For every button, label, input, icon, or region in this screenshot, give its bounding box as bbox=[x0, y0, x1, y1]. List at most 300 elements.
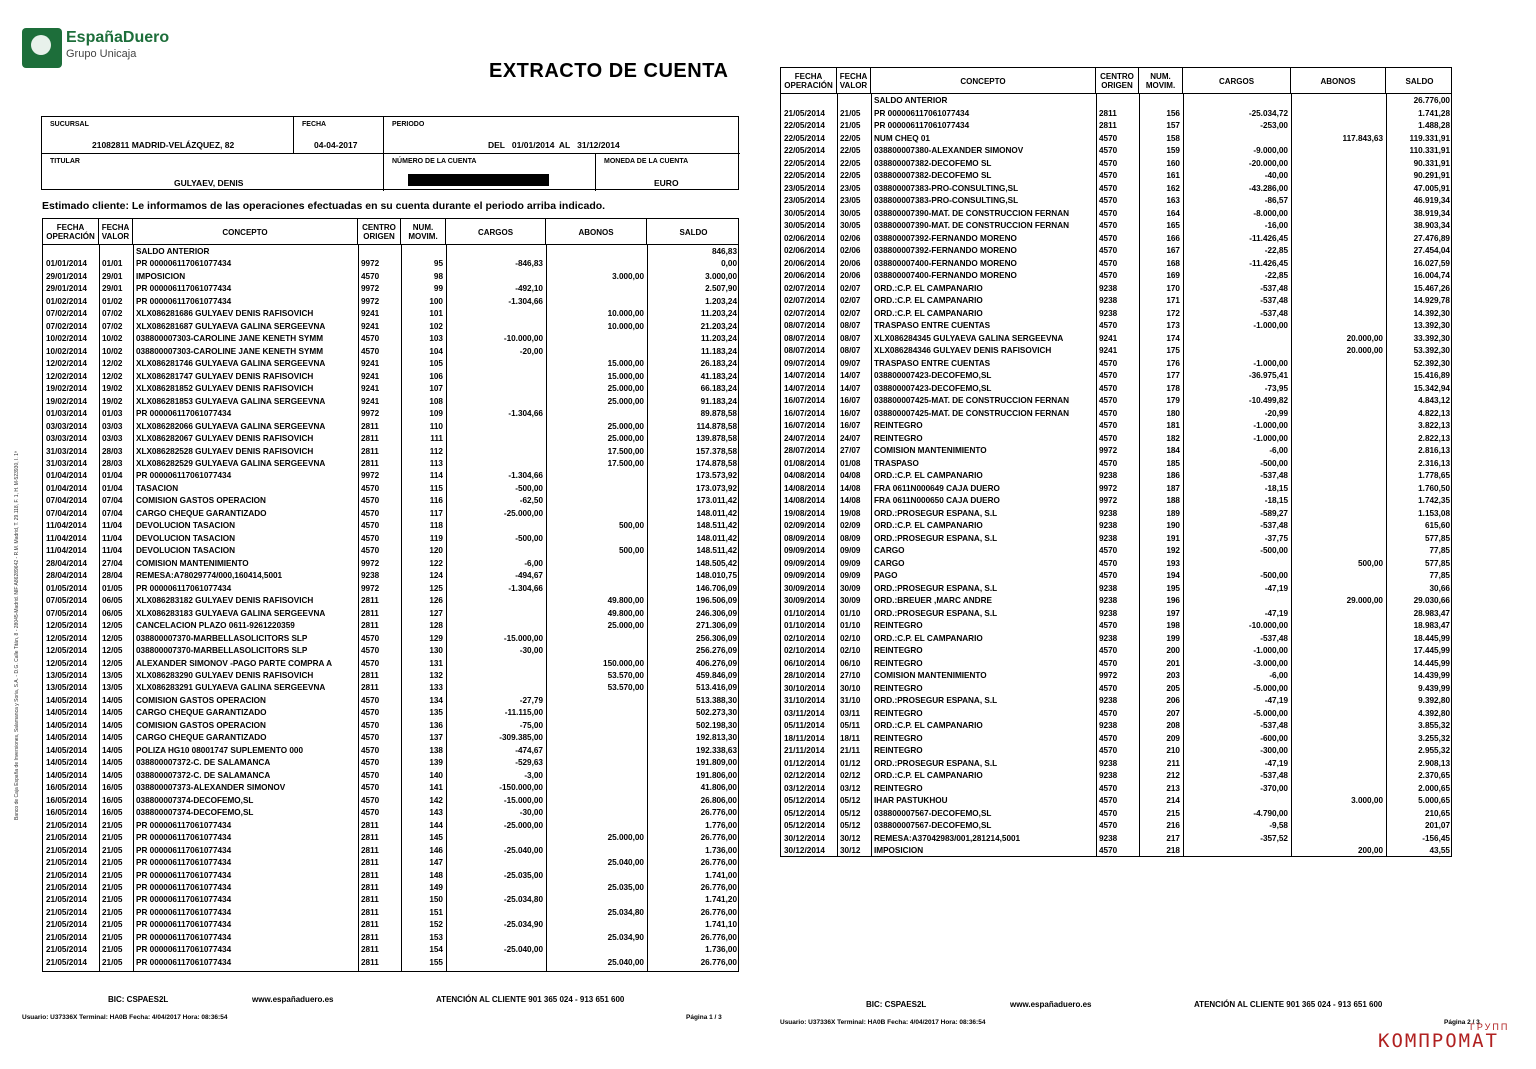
logo-subtitle: Grupo Unicaja bbox=[66, 48, 137, 60]
table-row bbox=[43, 483, 738, 495]
cell-abonos: 25.000,00 bbox=[607, 833, 644, 843]
cell-fecha_valor: 21/05 bbox=[102, 932, 123, 942]
column-header-concepto: CONCEPTO bbox=[133, 219, 358, 245]
cell-concepto: TASACION bbox=[136, 483, 179, 493]
cell-num: 173 bbox=[1166, 321, 1180, 330]
cell-centro: 9238 bbox=[1099, 833, 1118, 843]
cell-cargos: -3.000,00 bbox=[1253, 658, 1288, 668]
cell-fecha_op: 21/05/2014 bbox=[46, 945, 87, 955]
cell-saldo: 15.467,26 bbox=[1413, 283, 1450, 293]
watermark-top: ГРУПП bbox=[1470, 1022, 1510, 1032]
cell-fecha_op: 12/05/2014 bbox=[46, 621, 87, 631]
table-row bbox=[43, 346, 738, 358]
cell-num: 218 bbox=[1166, 846, 1180, 855]
cell-saldo: 1.776,00 bbox=[705, 820, 737, 830]
cell-centro: 4570 bbox=[361, 646, 380, 656]
cell-num: 205 bbox=[1166, 683, 1180, 693]
cell-fecha_valor: 16/05 bbox=[102, 783, 123, 793]
cell-centro: 4570 bbox=[1099, 171, 1118, 180]
cell-fecha_op: 01/04/2014 bbox=[46, 471, 87, 481]
cell-num: 169 bbox=[1166, 271, 1180, 280]
cell-concepto: CANCELACION PLAZO 0611-9261220359 bbox=[136, 621, 295, 631]
cell-num: 120 bbox=[429, 546, 443, 556]
table-row bbox=[43, 882, 738, 894]
table-row bbox=[781, 670, 1451, 682]
cell-centro: 9241 bbox=[1099, 346, 1118, 355]
cell-centro: 9241 bbox=[361, 309, 380, 319]
cell-fecha_valor: 12/02 bbox=[102, 371, 123, 381]
cell-fecha_op: 21/05/2014 bbox=[46, 870, 87, 880]
cell-fecha_valor: 16/05 bbox=[102, 808, 123, 818]
cell-fecha_valor: 08/09 bbox=[840, 533, 861, 543]
cell-saldo: 148.011,42 bbox=[696, 533, 737, 543]
cell-cargos: -11.115,00 bbox=[504, 708, 543, 718]
cell-saldo: 196.506,09 bbox=[696, 596, 737, 606]
table-row bbox=[43, 720, 738, 732]
cell-centro: 4570 bbox=[1099, 196, 1118, 205]
column-header-fecha_valor: FECHA VALOR bbox=[99, 219, 133, 245]
cell-concepto: 038800007390-MAT. DE CONSTRUCCION FERNAN bbox=[874, 221, 1070, 230]
cell-saldo: 173.573,92 bbox=[696, 471, 737, 481]
cell-fecha_op: 11/04/2014 bbox=[46, 533, 87, 543]
cell-centro: 2811 bbox=[1099, 108, 1117, 118]
cell-cargos: -10.000,00 bbox=[1248, 621, 1288, 630]
cell-saldo: 13.392,30 bbox=[1413, 321, 1450, 330]
footer-user-info: Usuario: U37336X Terminal: HA0B Fecha: 4/04/2017 Hora: 08:36:54 bbox=[22, 1014, 228, 1021]
sucursal-label: SUCURSAL bbox=[50, 121, 89, 128]
cell-fecha_valor: 05/12 bbox=[840, 821, 861, 830]
cell-saldo: 2.316,13 bbox=[1418, 458, 1450, 468]
cell-centro: 4570 bbox=[361, 770, 380, 780]
cell-fecha_op: 09/09/2014 bbox=[784, 558, 825, 568]
table-row bbox=[781, 758, 1451, 770]
cell-fecha_valor: 03/03 bbox=[102, 421, 123, 431]
table-row bbox=[781, 645, 1451, 657]
cell-fecha_op: 30/12/2014 bbox=[784, 833, 825, 843]
cell-concepto: 038800007373-ALEXANDER SIMONOV bbox=[136, 783, 286, 793]
cell-saldo: 11.203,24 bbox=[701, 334, 737, 344]
cell-centro: 4570 bbox=[361, 658, 380, 668]
cell-num: 165 bbox=[1166, 221, 1180, 230]
cell-fecha_op: 02/07/2014 bbox=[784, 296, 825, 305]
cell-concepto: ORD.:PROSEGUR ESPANA, S.L bbox=[874, 533, 998, 543]
cell-cargos: -47,19 bbox=[1264, 696, 1288, 705]
cell-saldo: 256.276,09 bbox=[696, 646, 737, 656]
cell-saldo: 90.291,91 bbox=[1413, 171, 1450, 180]
cell-fecha_op: 19/02/2014 bbox=[46, 396, 87, 406]
cell-centro: 4570 bbox=[1099, 808, 1118, 818]
cell-saldo: 191.809,00 bbox=[696, 758, 737, 768]
cell-cargos: -1.304,66 bbox=[508, 296, 543, 306]
cell-fecha_valor: 21/05 bbox=[102, 845, 123, 855]
cell-centro: 4570 bbox=[361, 508, 380, 518]
cell-abonos: 25.000,00 bbox=[607, 621, 644, 631]
cell-centro: 9238 bbox=[1099, 533, 1118, 543]
cell-num: 177 bbox=[1166, 371, 1180, 380]
cell-centro: 9238 bbox=[1099, 721, 1118, 730]
cell-saldo: 15.342,94 bbox=[1413, 383, 1450, 393]
cell-abonos: 25.035,00 bbox=[607, 882, 644, 892]
table-row bbox=[781, 445, 1451, 457]
cell-fecha_op: 30/05/2014 bbox=[784, 221, 825, 230]
cell-concepto: 038800007425-MAT. DE CONSTRUCCION FERNAN bbox=[874, 396, 1070, 405]
cell-fecha_op: 13/05/2014 bbox=[46, 670, 87, 680]
cell-concepto: XLX086281686 GULYAEV DENIS RAFISOVICH bbox=[136, 309, 314, 319]
cell-centro: 4570 bbox=[1099, 321, 1118, 330]
table-row bbox=[781, 683, 1451, 695]
table-row bbox=[781, 733, 1451, 745]
cell-concepto: XLX086281687 GULYAEVA GALINA SERGEEVNA bbox=[136, 321, 326, 331]
cell-fecha_valor: 24/07 bbox=[840, 433, 861, 443]
cell-num: 141 bbox=[429, 783, 443, 793]
cell-cargos: -16,00 bbox=[1264, 221, 1288, 230]
cell-centro: 9972 bbox=[1099, 446, 1118, 455]
cell-saldo: 148.511,42 bbox=[696, 546, 737, 556]
table-row bbox=[43, 732, 738, 744]
cell-num: 190 bbox=[1166, 521, 1180, 530]
cell-centro: 9238 bbox=[1099, 758, 1118, 768]
table-row bbox=[781, 595, 1451, 607]
cell-fecha_valor: 14/07 bbox=[840, 383, 861, 393]
cell-fecha_valor: 16/05 bbox=[102, 795, 123, 805]
cell-saldo: 5.000,65 bbox=[1418, 796, 1450, 805]
cell-fecha_valor: 06/05 bbox=[102, 596, 123, 606]
cell-fecha_valor: 27/04 bbox=[102, 558, 123, 568]
cell-fecha_op: 16/07/2014 bbox=[784, 396, 825, 405]
cell-fecha_valor: 31/10 bbox=[840, 696, 861, 705]
table-row bbox=[781, 620, 1451, 632]
cell-concepto: COMISION GASTOS OPERACION bbox=[136, 695, 266, 705]
cell-cargos: -18,15 bbox=[1264, 496, 1288, 505]
cell-saldo: 47.005,91 bbox=[1413, 183, 1450, 193]
cell-centro: 4570 bbox=[1099, 458, 1118, 468]
cell-num: 154 bbox=[429, 945, 443, 955]
cell-concepto: TRASPASO bbox=[874, 458, 919, 468]
footer-web-2[interactable]: www.españaduero.es bbox=[1010, 1000, 1092, 1009]
footer-atencion-2: ATENCIÓN AL CLIENTE 901 365 024 - 913 651 600 bbox=[1194, 1000, 1383, 1009]
cell-num: 137 bbox=[429, 733, 443, 743]
cell-num: 109 bbox=[429, 409, 443, 419]
cell-saldo: 2.370,65 bbox=[1418, 771, 1450, 780]
cell-concepto: ORD.:PROSEGUR ESPANA, S.L bbox=[874, 508, 998, 518]
cell-centro: 9238 bbox=[1099, 296, 1118, 305]
cell-num: 191 bbox=[1166, 533, 1180, 543]
cell-concepto: PR 000006117061077434 bbox=[136, 820, 232, 830]
cell-cargos: -37,75 bbox=[1264, 533, 1288, 543]
cell-centro: 9972 bbox=[361, 259, 380, 269]
table-row bbox=[781, 295, 1451, 307]
cell-fecha_valor: 01/08 bbox=[840, 458, 861, 468]
column-header-concepto: CONCEPTO bbox=[871, 68, 1096, 94]
table-row bbox=[43, 907, 738, 919]
cell-centro: 4570 bbox=[1099, 383, 1118, 393]
cell-fecha_op: 07/04/2014 bbox=[46, 508, 87, 518]
footer-user-info-2: Usuario: U37336X Terminal: HA0B Fecha: 4/04/2017 Hora: 08:36:54 bbox=[780, 1019, 986, 1026]
table-row bbox=[43, 670, 738, 682]
cell-saldo: 2.000,65 bbox=[1418, 783, 1450, 793]
column-header-fecha_op: FECHA OPERACIÓN bbox=[43, 219, 99, 245]
cell-num: 196 bbox=[1166, 596, 1180, 605]
cell-saldo: 16.027,59 bbox=[1413, 258, 1450, 268]
table-row bbox=[781, 395, 1451, 407]
cell-num: 95 bbox=[433, 259, 443, 269]
column-header-cargos: CARGOS bbox=[446, 219, 546, 245]
cell-cargos: -537,48 bbox=[1260, 721, 1288, 730]
cell-num: 143 bbox=[429, 808, 443, 818]
cell-abonos: 117.843,63 bbox=[1342, 133, 1383, 143]
cell-saldo: 18.983,47 bbox=[1413, 621, 1450, 630]
cell-fecha_valor: 27/07 bbox=[840, 446, 861, 455]
cell-concepto: XLX086281746 GULYAEVA GALINA SERGEEVNA bbox=[136, 359, 326, 369]
cell-concepto: IMPOSICION bbox=[136, 271, 186, 281]
cell-fecha_valor: 01/10 bbox=[840, 608, 861, 618]
cell-num: 203 bbox=[1166, 671, 1180, 680]
cell-fecha_valor: 23/05 bbox=[840, 196, 861, 205]
cell-concepto: COMISION GASTOS OPERACION bbox=[136, 496, 266, 506]
cell-fecha_op: 21/05/2014 bbox=[46, 932, 87, 942]
cell-concepto: REINTEGRO bbox=[874, 621, 923, 630]
cell-saldo: 52.392,30 bbox=[1413, 358, 1450, 368]
table-row bbox=[781, 233, 1451, 245]
cell-fecha_op: 21/05/2014 bbox=[46, 845, 87, 855]
cell-concepto: XLX086284346 GULYAEV DENIS RAFISOVICH bbox=[874, 346, 1052, 355]
cell-num: 174 bbox=[1166, 333, 1180, 343]
cell-concepto: PR 000006117061077434 bbox=[136, 259, 232, 269]
cell-abonos: 49.800,00 bbox=[607, 608, 644, 618]
cell-centro: 4570 bbox=[1099, 546, 1118, 555]
cell-centro: 2811 bbox=[1099, 121, 1117, 130]
table-row bbox=[43, 845, 738, 857]
table-row bbox=[781, 808, 1451, 820]
cell-saldo: 21.203,24 bbox=[700, 321, 737, 331]
cell-fecha_op: 31/03/2014 bbox=[46, 446, 87, 456]
cell-concepto: REINTEGRO bbox=[874, 433, 923, 443]
cell-fecha_valor: 03/03 bbox=[102, 434, 123, 444]
cell-cargos: -537,48 bbox=[1260, 521, 1288, 530]
table-row bbox=[43, 508, 738, 520]
titular-label: TITULAR bbox=[50, 158, 80, 165]
cell-saldo: 26.806,00 bbox=[700, 795, 737, 805]
table-row bbox=[43, 870, 738, 882]
table-row bbox=[43, 296, 738, 308]
cell-cargos: -1.304,66 bbox=[508, 471, 543, 481]
table-row bbox=[781, 470, 1451, 482]
cell-concepto: PR 000006117061077434 bbox=[874, 121, 970, 130]
cell-fecha_op: 01/02/2014 bbox=[46, 296, 87, 306]
table-row bbox=[43, 944, 738, 956]
cell-num: 110 bbox=[429, 421, 443, 431]
cell-cargos: -1.000,00 bbox=[1253, 433, 1288, 443]
cell-centro: 4570 bbox=[361, 533, 380, 543]
cell-saldo: 38.903,34 bbox=[1413, 221, 1450, 230]
cell-abonos: 3.000,00 bbox=[612, 271, 644, 281]
cell-saldo: 90.331,91 bbox=[1413, 158, 1450, 168]
cell-centro: 4570 bbox=[361, 346, 380, 356]
cell-num: 98 bbox=[433, 271, 443, 281]
table-row bbox=[781, 783, 1451, 795]
intro-text: Estimado cliente: Le informamos de las operaciones efectuadas en su cuenta durante el periodo arriba indicado. bbox=[42, 200, 606, 212]
cell-concepto: SALDO ANTERIOR bbox=[874, 96, 948, 105]
cell-saldo: 2.816,13 bbox=[1418, 446, 1450, 455]
cell-fecha_valor: 14/07 bbox=[840, 371, 861, 380]
cell-fecha_op: 21/05/2014 bbox=[46, 833, 87, 843]
cell-fecha_op: 02/10/2014 bbox=[784, 646, 825, 655]
cell-num: 107 bbox=[429, 384, 443, 394]
cell-fecha_op: 03/03/2014 bbox=[46, 421, 87, 431]
cell-fecha_valor: 21/05 bbox=[102, 882, 123, 892]
cell-num: 158 bbox=[1166, 133, 1180, 143]
cell-fecha_op: 02/10/2014 bbox=[784, 633, 825, 643]
cell-concepto: 038800007303-CAROLINE JANE KENETH SYMM bbox=[136, 334, 324, 344]
cell-abonos: 150.000,00 bbox=[603, 658, 644, 668]
cell-fecha_op: 23/05/2014 bbox=[784, 196, 825, 205]
footer-web[interactable]: www.españaduero.es bbox=[252, 995, 334, 1004]
cell-fecha_op: 07/05/2014 bbox=[46, 596, 87, 606]
cell-saldo: 256.306,09 bbox=[696, 633, 737, 643]
cell-fecha_valor: 30/05 bbox=[840, 221, 861, 230]
cell-cargos: -36.975,41 bbox=[1248, 371, 1288, 380]
cell-centro: 4570 bbox=[361, 271, 380, 281]
cell-cargos: -1.000,00 bbox=[1253, 321, 1288, 330]
cell-concepto: 038800007382-DECOFEMO SL bbox=[874, 171, 992, 180]
cell-fecha_op: 04/08/2014 bbox=[784, 471, 825, 480]
cell-saldo: 11.183,24 bbox=[701, 346, 737, 356]
cell-saldo: 77,85 bbox=[1429, 571, 1450, 580]
cell-concepto: PAGO bbox=[874, 571, 898, 580]
cell-fecha_valor: 02/12 bbox=[840, 771, 861, 780]
cell-centro: 2811 bbox=[361, 870, 379, 880]
cell-saldo: 1.736,00 bbox=[705, 845, 737, 855]
table-row bbox=[43, 832, 738, 844]
cell-num: 166 bbox=[1166, 233, 1180, 243]
cell-fecha_op: 30/12/2014 bbox=[784, 846, 825, 855]
cell-saldo: 2.955,32 bbox=[1418, 746, 1450, 755]
cell-fecha_valor: 01/05 bbox=[102, 583, 123, 593]
periodo-label: PERIODO bbox=[392, 121, 425, 128]
cell-num: 124 bbox=[429, 571, 443, 581]
cell-fecha_op: 14/05/2014 bbox=[46, 720, 87, 730]
cell-concepto: 038800007374-DECOFEMO,SL bbox=[136, 808, 254, 818]
cell-fecha_op: 08/07/2014 bbox=[784, 321, 825, 330]
cell-centro: 9238 bbox=[1099, 308, 1118, 318]
cell-fecha_op: 01/01/2014 bbox=[46, 259, 87, 269]
cell-fecha_op: 14/05/2014 bbox=[46, 708, 87, 718]
cell-concepto: 038800007372-C. DE SALAMANCA bbox=[136, 770, 271, 780]
cell-cargos: -537,48 bbox=[1260, 771, 1288, 780]
cell-fecha_op: 02/07/2014 bbox=[784, 283, 825, 293]
cell-fecha_valor: 08/07 bbox=[840, 333, 861, 343]
table-row bbox=[43, 707, 738, 719]
cell-fecha_valor: 16/07 bbox=[840, 408, 861, 418]
cell-abonos: 17.500,00 bbox=[607, 446, 644, 456]
cell-concepto: FRA 0611N000649 CAJA DUERO bbox=[874, 483, 1000, 493]
cell-fecha_op: 14/08/2014 bbox=[784, 483, 825, 493]
cell-saldo: 26.776,00 bbox=[700, 833, 737, 843]
cell-concepto: PR 000006117061077434 bbox=[874, 108, 970, 118]
table-row bbox=[781, 570, 1451, 582]
cell-concepto: PR 000006117061077434 bbox=[136, 284, 232, 294]
cell-fecha_op: 14/05/2014 bbox=[46, 758, 87, 768]
cell-centro: 2811 bbox=[361, 421, 379, 431]
cell-concepto: TRASPASO ENTRE CUENTAS bbox=[874, 321, 991, 330]
cell-fecha_op: 12/05/2014 bbox=[46, 658, 87, 668]
cell-centro: 9238 bbox=[361, 571, 380, 581]
cell-num: 160 bbox=[1166, 158, 1180, 168]
cell-fecha_op: 21/05/2014 bbox=[46, 957, 87, 967]
cell-cargos: -529,63 bbox=[515, 758, 543, 768]
cell-centro: 4570 bbox=[1099, 683, 1118, 693]
cell-fecha_valor: 22/05 bbox=[840, 133, 861, 143]
cell-saldo: 29.030,66 bbox=[1413, 596, 1450, 605]
cell-centro: 2811 bbox=[361, 882, 379, 892]
cell-fecha_op: 22/05/2014 bbox=[784, 133, 825, 143]
cell-abonos: 25.040,00 bbox=[607, 858, 644, 868]
cell-num: 128 bbox=[429, 621, 443, 631]
table-row bbox=[781, 358, 1451, 370]
table-row bbox=[43, 558, 738, 570]
cell-saldo: 615,60 bbox=[1424, 521, 1450, 530]
cell-num: 117 bbox=[429, 508, 443, 518]
table-header bbox=[43, 219, 738, 245]
cell-fecha_op: 28/04/2014 bbox=[46, 571, 87, 581]
cell-abonos: 200,00 bbox=[1357, 846, 1383, 855]
cell-saldo: 14.445,99 bbox=[1413, 658, 1450, 668]
cell-cargos: -30,00 bbox=[519, 808, 543, 818]
cell-centro: 9972 bbox=[361, 471, 380, 481]
cell-saldo: 139.878,58 bbox=[696, 434, 737, 444]
cell-fecha_op: 07/05/2014 bbox=[46, 608, 87, 618]
cell-centro: 4570 bbox=[1099, 396, 1118, 405]
cell-fecha_valor: 13/05 bbox=[102, 683, 123, 693]
redacted-account-number bbox=[408, 174, 549, 186]
cell-concepto: DEVOLUCION TASACION bbox=[136, 521, 236, 531]
cell-fecha_valor: 05/12 bbox=[840, 808, 861, 818]
cell-abonos: 10.000,00 bbox=[607, 309, 644, 319]
cell-concepto: ORD.:C.P. EL CAMPANARIO bbox=[874, 283, 983, 293]
cell-centro: 4570 bbox=[1099, 571, 1118, 580]
cell-fecha_valor: 02/06 bbox=[840, 233, 861, 243]
table-row bbox=[43, 321, 738, 333]
cell-fecha_valor: 14/05 bbox=[102, 733, 123, 743]
cell-concepto: 038800007382-DECOFEMO SL bbox=[874, 158, 992, 168]
cell-fecha_op: 31/03/2014 bbox=[46, 458, 87, 468]
cell-fecha_op: 11/04/2014 bbox=[46, 521, 87, 531]
column-header-fecha_op: FECHA OPERACIÓN bbox=[781, 68, 837, 94]
cell-fecha_op: 20/06/2014 bbox=[784, 271, 825, 280]
table-row bbox=[43, 421, 738, 433]
cell-num: 157 bbox=[1166, 121, 1180, 130]
cell-fecha_op: 30/05/2014 bbox=[784, 208, 825, 218]
cell-fecha_valor: 14/05 bbox=[102, 770, 123, 780]
cell-concepto: IHAR PASTUKHOU bbox=[874, 796, 948, 805]
cell-fecha_valor: 20/06 bbox=[840, 258, 861, 268]
cell-centro: 2811 bbox=[361, 670, 379, 680]
cell-concepto: PR 000006117061077434 bbox=[136, 845, 232, 855]
cell-cargos: -25.034,80 bbox=[503, 895, 543, 905]
cell-num: 214 bbox=[1166, 796, 1180, 805]
cell-saldo: 1.741,20 bbox=[705, 895, 737, 905]
cell-abonos: 53.570,00 bbox=[607, 683, 644, 693]
cell-concepto: COMISION GASTOS OPERACION bbox=[136, 720, 266, 730]
cell-centro: 9972 bbox=[1099, 496, 1118, 505]
cell-saldo: 1.736,00 bbox=[705, 945, 737, 955]
cell-num: 150 bbox=[429, 895, 443, 905]
cell-cargos: -4.790,00 bbox=[1253, 808, 1288, 818]
cell-centro: 4570 bbox=[1099, 708, 1118, 718]
table-row bbox=[43, 495, 738, 507]
cell-num: 176 bbox=[1166, 358, 1180, 368]
table-row bbox=[43, 520, 738, 532]
